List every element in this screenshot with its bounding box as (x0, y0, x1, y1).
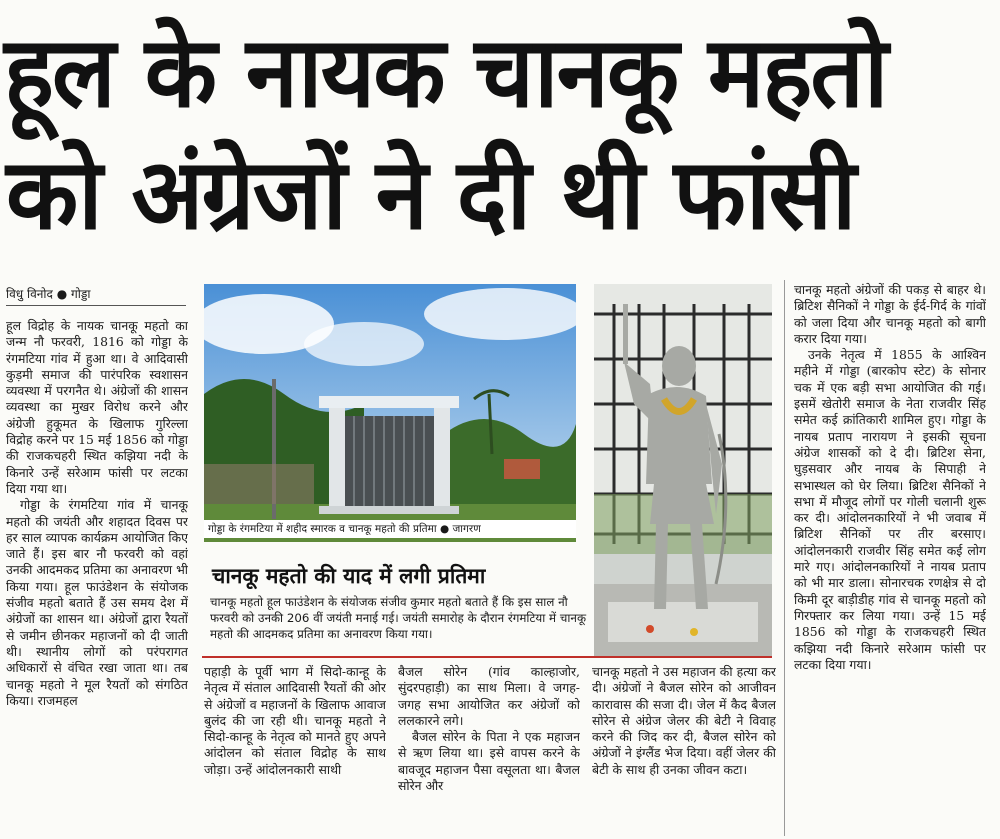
box-subhead: चानकू महतो की याद में लगी प्रतिमा (212, 564, 486, 588)
col5-paragraph-2: उनके नेतृत्व में 1855 के आश्विन महीने में गोड्डा (बारकोप स्टेट) के सोनार चक में एक बड़ी सभा आयोजित की गई। इसमें खेतोरी समाज के नेता राजवीर सिंह समेत कई क्रांतिकारी शामिल हुए। गोड्डा के नायब प्रताप नारायण ने इसकी सूचना अंग्रेज शासकों को दे दी। ब्रिटिश सेना, घुड़सवार और नायब के सिपाही ने सभास्थल को घेर लिया। ब्रिटिश सैनिकों ने सभा में मौजूद लोगों पर गोली चलानी शुरू कर दी। आंदोलनकारियों ने भी जवाब में ब्रिटिश सैनिकों पर तीर बरसाए। आंदोलनकारी राजवीर सिंह समेत कई लोग मारे गए। आंदोलनकारियों ने नायब प्रताप को भी मार डाला। सोनारचक रणक्षेत्र से दो किमी दूर बाड़ीडीह गांव से चानकू महतो को गिरफ्तार कर लिया गया। उन्हें 15 मई 1856 को गोड्डा के राजकचहरी स्थित कझिया नदी किनारे सरेआम फांसी पर लटका दिया गया। (794, 347, 986, 672)
memorial-photo (204, 284, 576, 542)
column-5 (794, 282, 986, 838)
col3-paragraph-2: बैजल सोरेन के पिता ने एक महाजन से ऋण लिया था। इसे वापस करने के बावजूद महाजन पैसा वसूलता था। बैजल सोरेन और (398, 729, 580, 794)
memorial-photo-image (204, 284, 576, 542)
statue-photo (594, 284, 772, 656)
column-1 (6, 318, 188, 838)
caption-text: गोड्डा के रंगमटिया में शहीद स्मारक व चानकू महतो की प्रतिमा (208, 523, 437, 535)
column-3 (398, 664, 580, 836)
headline-line-1: हूल के नायक चानकू महतो (4, 16, 887, 130)
memorial-photo-caption (204, 520, 576, 538)
caption-credit: ● जागरण (440, 523, 481, 535)
col5-paragraph-1: चानकू महतो अंग्रेजों की पकड़ से बाहर थे। ब्रिटिश सैनिकों ने गोड्डा के ईर्द-गिर्द के गांवों को जला दिया और चानकू महतो को बागी करार दिया गया। (794, 282, 986, 346)
column-4 (592, 664, 776, 836)
byline: विधु विनोद ● गोड्डा (6, 285, 186, 306)
column-2 (204, 664, 386, 836)
column-rule (784, 280, 785, 836)
col4-paragraph: चानकू महतो ने उस महाजन की हत्या कर दी। अंग्रेजों ने बैजल सोरेन को आजीवन कारावास की सजा दी। जेल में कैद बैजल सोरेन से अंग्रेज जेलर की बेटी ने विवाह करने की जिद कर दी, बैजल सोरेन को अंग्रेजों ने इंग्लैंड भेज दिया। वहीं जेलर की बेटी के साथ ही उनका जीवन कटा। (592, 664, 776, 777)
box-divider (202, 656, 772, 658)
col2-paragraph: पहाड़ी के पूर्वी भाग में सिदो-कान्हू के नेतृत्व में संताल आदिवासी रैयतों की ओर से अंग्रेजों व महाजनों के खिलाफ आवाज बुलंद की जा रही थी। चानकू महतो ने सिदो-कान्हू के नेतृत्व को मानते हुए अपने आंदोलन को संताल विद्रोह के साथ जोड़ा। उन्हें आंदोलनकारी साथी (204, 664, 386, 777)
headline-line-2: को अंग्रेजों ने दी थी फांसी (6, 138, 855, 252)
col3-paragraph-1: बैजल सोरेन (गांव काल्हाजोर, सुंदरपहाड़ी) का साथ मिला। वे जगह-जगह सभा आयोजित कर अंग्रेजों को ललकारने लगे। (398, 664, 580, 728)
col1-paragraph-1: हूल विद्रोह के नायक चानकू महतो का जन्म नौ फरवरी, 1816 को गोड्डा के रंगमटिया गांव में हुआ था। वे आदिवासी कुड़मी समाज की पारंपरिक स्वशासन व्यवस्था में परगनैत थे। अंग्रेजों की शासन व्यवस्था का मुखर विरोध करने और अंग्रेजी हुकूमत के खिलाफ गुरिल्ला विद्रोह करने पर 15 मई 1856 को गोड्डा की राजकचहरी स्थित कझिया नदी के किनारे उन्हें सरेआम फांसी पर लटका दिया गया था। (6, 318, 188, 496)
col1-paragraph-2: गोड्डा के रंगमटिया गांव में चानकू महतो की जयंती और शहादत दिवस पर हर साल व्यापक कार्यक्रम आयोजित किए जाते हैं। इस बार नौ फरवरी को वहां उनकी आदमकद प्रतिमा का अनावरण भी किया गया। हूल फाउंडेशन के संयोजक संजीव महतो बताते हैं उस समय देश में अंग्रेजों का शासन था। अंग्रेजों द्वारा रैयतों से जमीन छीनकर महाजनों को दी जाती थी। स्थानीय लोगों को परंपरागत अधिकारों से वंचित रखा जाता था। तब चानकू महतो ने मूल रैयतों को संगठित किया। राजमहल (6, 497, 188, 708)
statue-photo-image (594, 284, 772, 656)
box-text: चानकू महतो हूल फाउंडेशन के संयोजक संजीव कुमार महतो बताते हैं कि इस साल नौ फरवरी को उनकी 206 वीं जयंती मनाई गई। जयंती समारोह के दौरान रंगमटिया में चानकू महतो की आदमकद प्रतिमा का अनावरण किया गया। (210, 595, 587, 641)
